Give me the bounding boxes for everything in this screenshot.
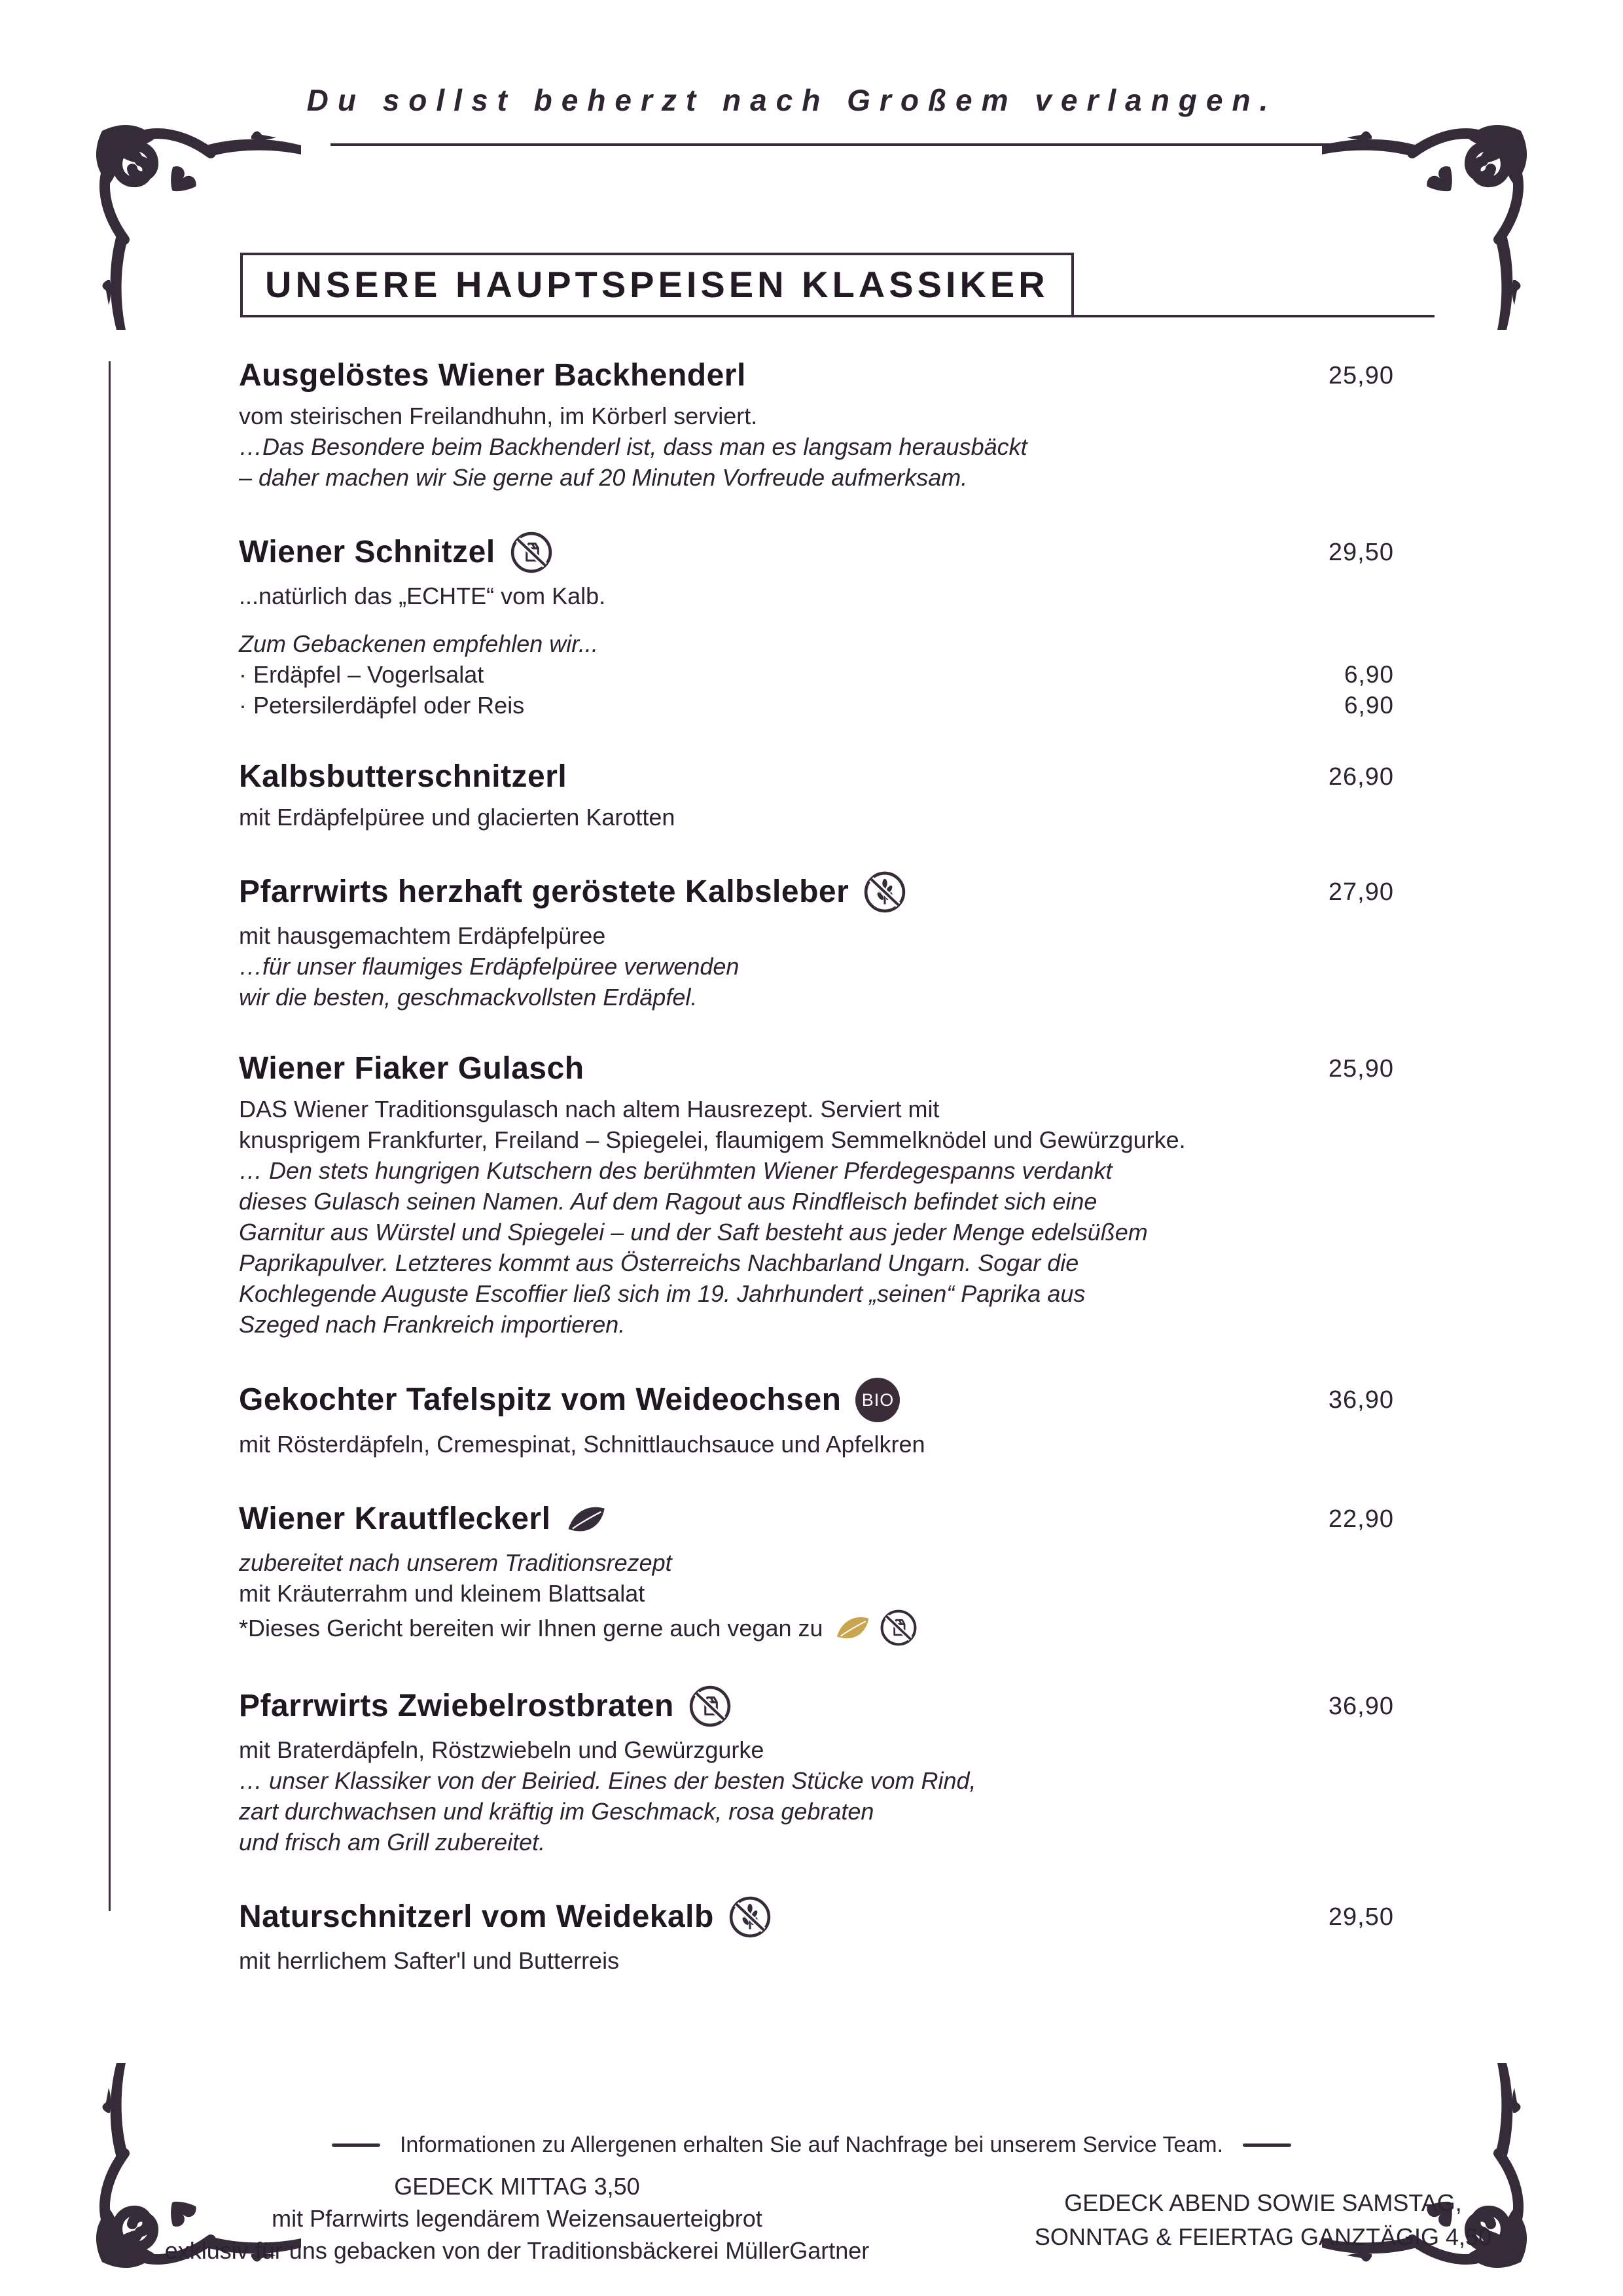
- section-title: UNSERE HAUPTSPEISEN KLASSIKER: [240, 253, 1074, 317]
- gluten-free-icon: [728, 1895, 772, 1939]
- dish-diet-icons: [510, 531, 553, 574]
- dish-description-line: [239, 1945, 1394, 1976]
- gluten-free-icon: [863, 870, 906, 914]
- menu-item: [239, 1895, 1394, 1976]
- dish-description-line: [239, 1155, 1394, 1186]
- dish-name: Wiener Krautfleckerl: [239, 1501, 551, 1536]
- dish-description-line: [239, 1094, 1394, 1124]
- dish-header: [239, 1685, 1394, 1728]
- dish-description-text: Szeged nach Frankreich importieren.: [239, 1311, 626, 1338]
- menu-item: [239, 531, 1394, 721]
- dish-description-text: mit hausgemachtem Erdäpfelpüree: [239, 922, 606, 949]
- lactose-free-icon: [688, 1685, 732, 1728]
- dish-description-text: mit Braterdäpfeln, Röstzwiebeln und Gewürzgurke: [239, 1736, 764, 1763]
- gedeck-mittag-line: mit Pfarrwirts legendärem Weizensauerteigbrot: [272, 2205, 762, 2232]
- dish-header: [239, 1895, 1394, 1939]
- menu-item: [239, 1050, 1394, 1340]
- dish-description-line: [239, 1247, 1394, 1278]
- tagline: Du sollst beherzt nach Großem verlangen.: [306, 83, 1277, 117]
- dish-name: Pfarrwirts Zwiebelrostbraten: [239, 1689, 674, 1723]
- dish-price: 25,90: [1328, 1054, 1394, 1083]
- gedeck-mittag-block: [98, 2170, 936, 2267]
- dish-header: [239, 1378, 1394, 1422]
- dish-name: Ausgelöstes Wiener Backhenderl: [239, 358, 746, 393]
- side-dish-price: 6,90: [1344, 692, 1394, 719]
- dish-description: [239, 1094, 1394, 1340]
- dish-description-text: ...natürlich das „ECHTE“ vom Kalb.: [239, 583, 606, 609]
- side-dishes: [239, 628, 1394, 721]
- menu-item: [239, 1378, 1394, 1460]
- dish-description-text: knusprigem Frankfurter, Freiland – Spiegelei, flaumigem Semmelknödel und Gewürzgurke.: [239, 1126, 1186, 1153]
- dish-diet-icons: [728, 1895, 772, 1939]
- dish-description-text: und frisch am Grill zubereitet.: [239, 1829, 546, 1856]
- dish-description-text: *Dieses Gericht bereiten wir Ihnen gerne auch vegan zu: [239, 1614, 823, 1641]
- dish-diet-icons: [855, 1378, 900, 1422]
- dish-price: 22,90: [1328, 1505, 1394, 1533]
- dish-description: [239, 1547, 1394, 1647]
- menu-item: [239, 870, 1394, 1013]
- leaf-gold-icon: [834, 1609, 872, 1647]
- side-dish-row: [239, 690, 1394, 721]
- allergen-note: Informationen zu Allergenen erhalten Sie auf Nachfrage bei unserem Service Team.: [399, 2132, 1224, 2157]
- dish-description-text: …Das Besondere beim Backhenderl ist, dass man es langsam herausbäckt: [239, 433, 1027, 460]
- dish-description-text: zubereitet nach unserem Traditionsrezept: [239, 1549, 672, 1576]
- side-dish-name: · Petersilerdäpfel oder Reis: [239, 692, 525, 719]
- menu-item: [239, 1498, 1394, 1647]
- dish-description-line: [239, 920, 1394, 951]
- leaf-dark-icon: [565, 1498, 608, 1541]
- dish-name: Kalbsbutterschnitzerl: [239, 759, 567, 794]
- dish-description-line: [239, 1796, 1394, 1827]
- dish-description-text: … Den stets hungrigen Kutschern des berühmten Wiener Pferdegespanns verdankt: [239, 1157, 1113, 1184]
- inline-diet-icons: [834, 1609, 918, 1647]
- dish-description-line: [239, 1609, 1394, 1647]
- gedeck-mittag-line: exklusiv für uns gebacken von der Traditionsbäckerei MüllerGartner: [164, 2237, 870, 2264]
- menu-list: [239, 357, 1394, 1976]
- dish-description-line: [239, 1578, 1394, 1609]
- dish-name: Wiener Fiaker Gulasch: [239, 1051, 584, 1086]
- dish-description-line: [239, 1309, 1394, 1340]
- dish-description-text: Kochlegende Auguste Escoffier ließ sich im 19. Jahrhundert „seinen“ Paprika aus: [239, 1280, 1086, 1307]
- dish-description: [239, 401, 1394, 493]
- dish-description-line: [239, 462, 1394, 493]
- dish-price: 36,90: [1328, 1386, 1394, 1414]
- dish-description-line: [239, 1429, 1394, 1460]
- dish-price: 29,50: [1328, 538, 1394, 566]
- dish-diet-icons: [688, 1685, 732, 1728]
- dish-description-text: mit Rösterdäpfeln, Cremespinat, Schnittlauchsauce und Apfelkren: [239, 1431, 925, 1458]
- dish-description: [239, 1945, 1394, 1976]
- gedeck-mittag-line: GEDECK MITTAG 3,50: [394, 2173, 640, 2200]
- dish-header: [239, 870, 1394, 914]
- dish-description-text: dieses Gulasch seinen Namen. Auf dem Ragout aus Rindfleisch befindet sich eine: [239, 1188, 1097, 1215]
- dish-description-line: [239, 581, 1394, 611]
- dish-price: 29,50: [1328, 1903, 1394, 1931]
- dish-description-text: mit Kräuterrahm und kleinem Blattsalat: [239, 1580, 645, 1607]
- side-dishes-intro: Zum Gebackenen empfehlen wir...: [239, 630, 598, 657]
- dish-header: [239, 531, 1394, 574]
- dish-price: 27,90: [1328, 878, 1394, 906]
- allergen-dash-right: [1243, 2144, 1291, 2147]
- dish-description-line: [239, 1765, 1394, 1796]
- dish-description-line: [239, 1547, 1394, 1578]
- dish-header: [239, 1498, 1394, 1541]
- dish-name: Wiener Schnitzel: [239, 535, 495, 569]
- dish-description-text: – daher machen wir Sie gerne auf 20 Minuten Vorfreude aufmerksam.: [239, 464, 968, 491]
- gedeck-abend-line: SONNTAG & FEIERTAG GANZTÄGIG 4,50: [1034, 2223, 1492, 2250]
- menu-left-rule: [109, 361, 111, 1911]
- dish-description-text: … unser Klassiker von der Beiried. Eines der besten Stücke vom Rind,: [239, 1767, 976, 1794]
- dish-description: [239, 581, 1394, 611]
- tagline-rule: [330, 143, 1335, 146]
- dish-description-line: [239, 431, 1394, 462]
- corner-ornament-top-right-icon: [1321, 109, 1543, 331]
- side-dish-price: 6,90: [1344, 661, 1394, 688]
- dish-price: 36,90: [1328, 1692, 1394, 1720]
- dish-description-line: [239, 951, 1394, 982]
- dish-name: Gekochter Tafelspitz vom Weideochsen: [239, 1382, 842, 1417]
- dish-description-text: DAS Wiener Traditionsgulasch nach altem Hausrezept. Serviert mit: [239, 1096, 940, 1122]
- dish-description-text: mit herrlichem Safter'l und Butterreis: [239, 1947, 620, 1974]
- allergen-note-row: [0, 2132, 1623, 2158]
- dish-description-line: [239, 1827, 1394, 1857]
- gedeck-abend-line: GEDECK ABEND SOWIE SAMSTAG,: [1064, 2189, 1462, 2216]
- dish-description: [239, 802, 1394, 833]
- dish-description-text: Paprikapulver. Letzteres kommt aus Österreichs Nachbarland Ungarn. Sogar die: [239, 1249, 1079, 1276]
- dish-description-text: zart durchwachsen und kräftig im Geschmack, rosa gebraten: [239, 1798, 874, 1825]
- lactose-free-icon: [510, 531, 553, 574]
- gedeck-abend-block: [962, 2186, 1564, 2254]
- dish-description-line: [239, 1124, 1394, 1155]
- dish-description-line: [239, 1734, 1394, 1765]
- dish-description-line: [239, 401, 1394, 431]
- dish-name: Naturschnitzerl vom Weidekalb: [239, 1899, 714, 1934]
- side-dish-name: · Erdäpfel – Vogerlsalat: [239, 661, 484, 688]
- dish-description-text: Garnitur aus Würstel und Spiegelei – und der Saft besteht aus jeder Menge edelsüßem: [239, 1219, 1148, 1246]
- dish-description: [239, 920, 1394, 1013]
- menu-item: [239, 1685, 1394, 1857]
- dish-description: [239, 1734, 1394, 1857]
- dish-price: 25,90: [1328, 361, 1394, 389]
- dish-description-line: [239, 1186, 1394, 1217]
- side-dish-row: [239, 659, 1394, 690]
- dish-description-line: [239, 982, 1394, 1013]
- bio-icon: BIO: [855, 1378, 900, 1422]
- allergen-dash-left: [332, 2144, 380, 2147]
- dish-description-text: wir die besten, geschmackvollsten Erdäpfel.: [239, 984, 698, 1011]
- dish-diet-icons: [863, 870, 906, 914]
- dish-header: [239, 357, 1394, 394]
- dish-diet-icons: [565, 1498, 608, 1541]
- dish-description-line: [239, 1278, 1394, 1309]
- dish-description-text: …für unser flaumiges Erdäpfelpüree verwenden: [239, 953, 740, 980]
- dish-description-line: [239, 802, 1394, 833]
- dish-description-line: [239, 1217, 1394, 1247]
- dish-price: 26,90: [1328, 762, 1394, 791]
- dish-header: [239, 759, 1394, 795]
- dish-header: [239, 1050, 1394, 1087]
- menu-item: [239, 357, 1394, 493]
- dish-description-text: vom steirischen Freilandhuhn, im Körberl serviert.: [239, 403, 758, 429]
- dish-name: Pfarrwirts herzhaft geröstete Kalbsleber: [239, 874, 849, 909]
- dish-description-text: mit Erdäpfelpüree und glacierten Karotten: [239, 804, 675, 831]
- menu-item: [239, 759, 1394, 833]
- lactose-free-icon: [880, 1609, 918, 1647]
- dish-description: [239, 1429, 1394, 1460]
